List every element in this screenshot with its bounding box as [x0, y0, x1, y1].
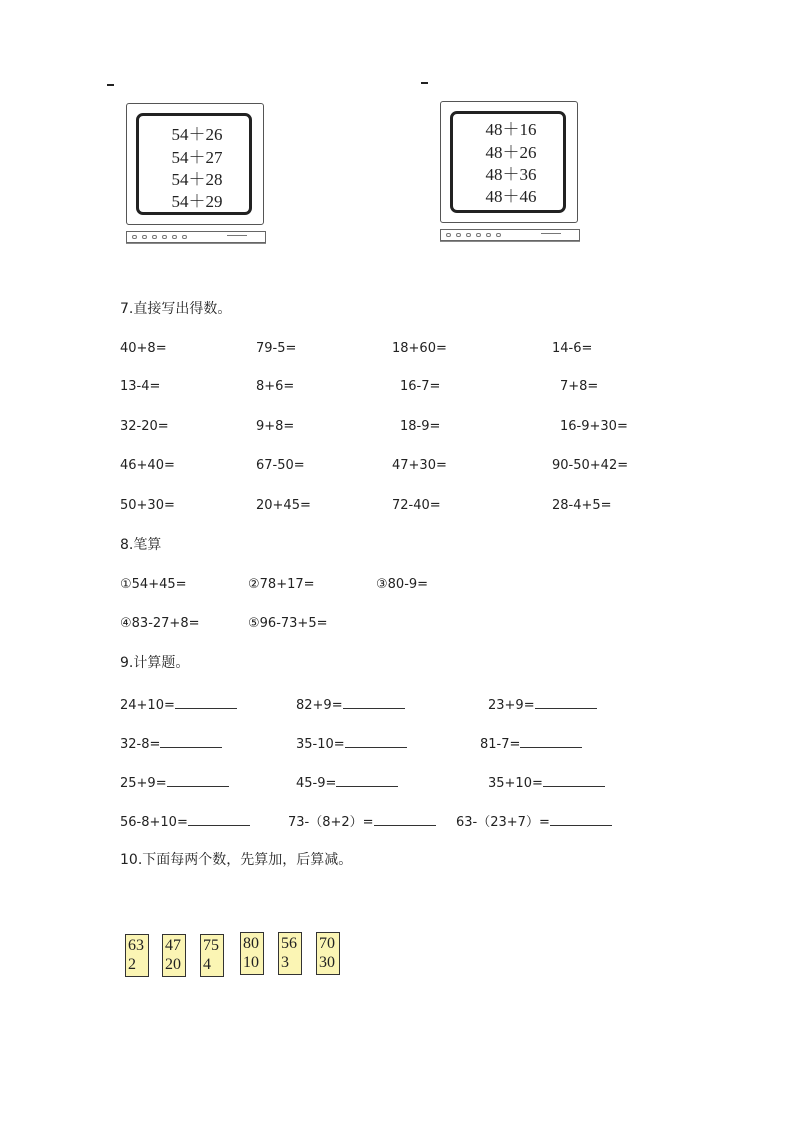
q7-item: 79-5=	[256, 341, 297, 356]
monitor-line: 48＋16	[485, 120, 537, 139]
q9-item: 35+10=	[488, 774, 605, 792]
q9-item: 25+9=	[120, 774, 229, 792]
q7-title: 7.直接写出得数。	[120, 301, 232, 317]
number-card: 80 10	[240, 932, 264, 975]
q9-item: 73-（8+2）=	[288, 813, 436, 831]
q7-item: 72-40=	[392, 498, 441, 513]
q7-item: 90-50+42=	[552, 458, 629, 473]
q9-item: 63-（23+7）=	[456, 813, 612, 831]
number-card: 47 20	[162, 934, 186, 977]
q7-item: 7+8=	[560, 379, 599, 394]
q7-item: 16-9+30=	[560, 419, 628, 434]
q7-item: 28-4+5=	[552, 498, 612, 513]
q7-item: 8+6=	[256, 379, 295, 394]
q8-item: ③80-9=	[376, 577, 429, 592]
monitor-foot	[126, 243, 266, 246]
q9-item: 23+9=	[488, 696, 597, 714]
q7-item: 20+45=	[256, 498, 311, 513]
answer-blank[interactable]	[167, 774, 229, 787]
number-card: 63 2	[125, 934, 149, 977]
q7-item: 9+8=	[256, 419, 295, 434]
q9-item: 45-9=	[296, 774, 398, 792]
power-led-icon	[421, 82, 428, 84]
monitor-line: 48＋36	[485, 165, 537, 184]
q9-item: 82+9=	[296, 696, 405, 714]
q8-item: ⑤96-73+5=	[248, 616, 328, 631]
number-card: 75 4	[200, 934, 224, 977]
q7-item: 50+30=	[120, 498, 175, 513]
q8-title: 8.笔算	[120, 537, 162, 553]
monitor-line: 48＋26	[485, 143, 537, 162]
q9-item: 32-8=	[120, 735, 222, 753]
answer-blank[interactable]	[175, 696, 237, 709]
q7-item: 13-4=	[120, 379, 161, 394]
answer-blank[interactable]	[188, 813, 250, 826]
answer-blank[interactable]	[336, 774, 398, 787]
answer-blank[interactable]	[550, 813, 612, 826]
monitor-screen	[136, 113, 252, 215]
q9-item: 56-8+10=	[120, 813, 250, 831]
number-card: 56 3	[278, 932, 302, 975]
q8-item: ①54+45=	[120, 577, 187, 592]
q7-item: 47+30=	[392, 458, 447, 473]
answer-blank[interactable]	[345, 735, 407, 748]
monitor-line: 54＋27	[171, 148, 223, 167]
answer-blank[interactable]	[520, 735, 582, 748]
q9-item: 35-10=	[296, 735, 407, 753]
q9-item: 24+10=	[120, 696, 237, 714]
q7-item: 18+60=	[392, 341, 447, 356]
monitor-screen	[450, 111, 566, 213]
power-led-icon	[107, 84, 114, 86]
q8-item: ④83-27+8=	[120, 616, 200, 631]
answer-blank[interactable]	[343, 696, 405, 709]
monitor-base	[440, 229, 580, 241]
monitor-line: 54＋28	[171, 170, 223, 189]
monitor-line: 54＋26	[171, 125, 223, 144]
q7-item: 46+40=	[120, 458, 175, 473]
q7-item: 40+8=	[120, 341, 167, 356]
q7-item: 32-20=	[120, 419, 169, 434]
q9-item: 81-7=	[480, 735, 582, 753]
q9-title: 9.计算题。	[120, 655, 190, 671]
monitor-line: 48＋46	[485, 187, 537, 206]
q7-item: 18-9=	[400, 419, 441, 434]
q7-item: 16-7=	[400, 379, 441, 394]
answer-blank[interactable]	[160, 735, 222, 748]
number-card: 70 30	[316, 932, 340, 975]
answer-blank[interactable]	[543, 774, 605, 787]
monitor-base	[126, 231, 266, 243]
q8-item: ②78+17=	[248, 577, 315, 592]
q10-title: 10.下面每两个数，先算加，后算减。	[120, 852, 353, 868]
answer-blank[interactable]	[535, 696, 597, 709]
monitor-foot	[440, 241, 580, 244]
answer-blank[interactable]	[374, 813, 436, 826]
q7-item: 14-6=	[552, 341, 593, 356]
q7-item: 67-50=	[256, 458, 305, 473]
monitor-line: 54＋29	[171, 192, 223, 211]
